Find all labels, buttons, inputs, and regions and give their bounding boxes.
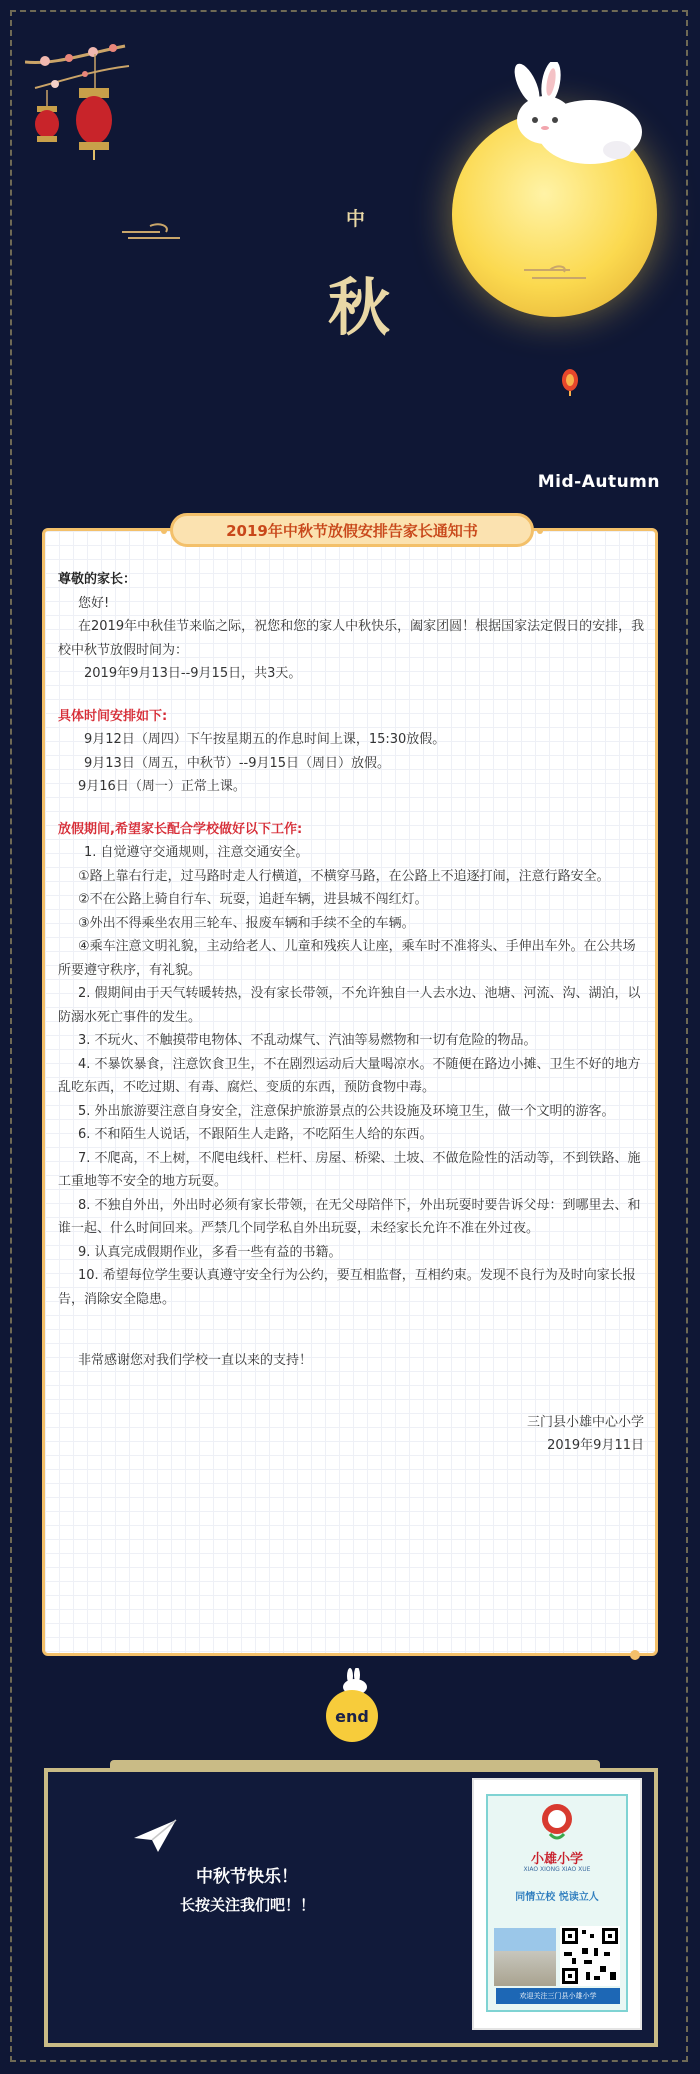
schedule-item: 9月16日（周一）正常上课。 [78,779,246,794]
holiday-period: 2019年9月13日--9月15日，共3天。 [84,666,302,681]
task-item: 7. 不爬高，不上树，不爬电线杆、栏杆、房屋、桥梁、土坡、不做危险性的活动等，不到铁路、施工重地等不安全的地方玩耍。 [58,1150,641,1189]
title-char-qiu: 秋 [328,271,393,344]
school-name: 小雄小学 [530,1852,583,1867]
lantern-branch-icon [25,40,145,160]
task-item: 5. 外出旅游要注意自身安全，注意保护旅游景点的公共设施及环境卫生，做一个文明的游客。 [78,1103,615,1119]
signature: 三门县小雄中心小学 [526,1414,644,1430]
footer-top-bar [110,1760,600,1768]
cloud-icon [520,262,590,286]
task-item: 8. 不独自外出，外出时必须有家长带领，在无父母陪伴下，外出玩耍时要告诉父母：到哪里去、和谁一起、什么时间回来。严禁几个同学私自外出玩耍，未经家长允许不准在外过夜。 [58,1197,641,1236]
end-badge: end [326,1690,378,1742]
notice-body [58,568,648,1458]
task-item: 3. 不玩火、不触摸带电物体、不乱动煤气、汽油等易燃物和一切有危险的物品。 [78,1033,537,1048]
school-slogan: 同情立校 悦读立人 [515,1892,599,1903]
tasks-heading: 放假期间,希望家长配合学校做好以下工作: [58,821,303,837]
qr-code-icon[interactable] [560,1926,620,1986]
title-char-zhong: 中 [346,208,366,230]
school-building-photo [494,1928,556,1986]
cloud-icon [120,220,190,244]
sky-lantern-icon [560,368,580,398]
school-logo-icon [540,1802,574,1842]
decorative-dot [630,1650,640,1660]
schedule-item: 9月13日（周五，中秋节）--9月15日（周日）放假。 [84,755,391,771]
task-item: 6. 不和陌生人说话，不跟陌生人走路，不吃陌生人给的东西。 [78,1127,433,1142]
paper-plane-icon [132,1818,178,1854]
task-item: 1. 自觉遵守交通规则，注意交通安全。 [84,845,309,860]
task-item: 9. 认真完成假期作业，多看一些有益的书籍。 [78,1244,342,1260]
footer-follow-prompt: 长按关注我们吧！！ [180,1896,316,1914]
notice-date: 2019年9月11日 [547,1438,644,1453]
task-item: 2. 假期间由于天气转暖转热，没有家长带领，不允许独自一人去水边、池塘、河流、沟、湖泊，以防溺水死亡事件的发生。 [58,986,641,1025]
task-subitem: ④乘车注意文明礼貌，主动给老人、儿童和残疾人让座，乘车时不准将头、手伸出车外。在公共场所要遵守秩序，有礼貌。 [58,939,636,978]
greeting: 尊敬的家长： [58,572,137,587]
qr-caption: 欢迎关注三门县小雄小学 [496,1988,620,2004]
task-item: 4. 不暴饮暴食，注意饮食卫生，不在剧烈运动后大量喝凉水。不随便在路边小摊、卫生不好的地方乱吃东西，不吃过期、有毒、腐烂、变质的东西，预防食物中毒。 [58,1056,641,1095]
mid-autumn-label: Mid-Autumn [537,472,660,492]
qr-code-card[interactable] [472,1778,642,2030]
intro-paragraph: 在2019年中秋佳节来临之际，祝您和您的家人中秋快乐，阖家团圆！根据国家法定假日的安排，我校中秋节放假时间为： [58,619,645,658]
schedule-item: 9月12日（周四）下午按星期五的作息时间上课，15:30放假。 [84,732,446,747]
school-pinyin: XIAO XIONG XIAO XUE [523,1866,591,1873]
task-subitem: ②不在公路上骑自行车、玩耍，追赶车辆，进县城不闯红灯。 [78,892,428,907]
thanks-line: 非常感谢您对我们学校一直以来的支持！ [78,1353,313,1368]
task-subitem: ③外出不得乘坐农用三轮车、报废车辆和手续不全的车辆。 [78,915,415,931]
task-subitem: ①路上靠右行走，过马路时走人行横道，不横穿马路，在公路上不追逐打闹，注意行路安全。 [78,868,610,884]
header-banner [0,0,700,520]
qr-card-inner [486,1794,628,2012]
notice-title: 2019年中秋节放假安排告家长通知书 [170,513,534,547]
task-item: 10. 希望每位学生要认真遵守安全行为公约，要互相监督，互相约束。发现不良行为及时向家长报告，消除安全隐患。 [58,1268,636,1307]
hello: 您好! [78,595,110,611]
rabbit-icon [505,62,655,172]
footer-greeting: 中秋节快乐！ [196,1867,298,1887]
schedule-heading: 具体时间安排如下: [58,708,168,724]
